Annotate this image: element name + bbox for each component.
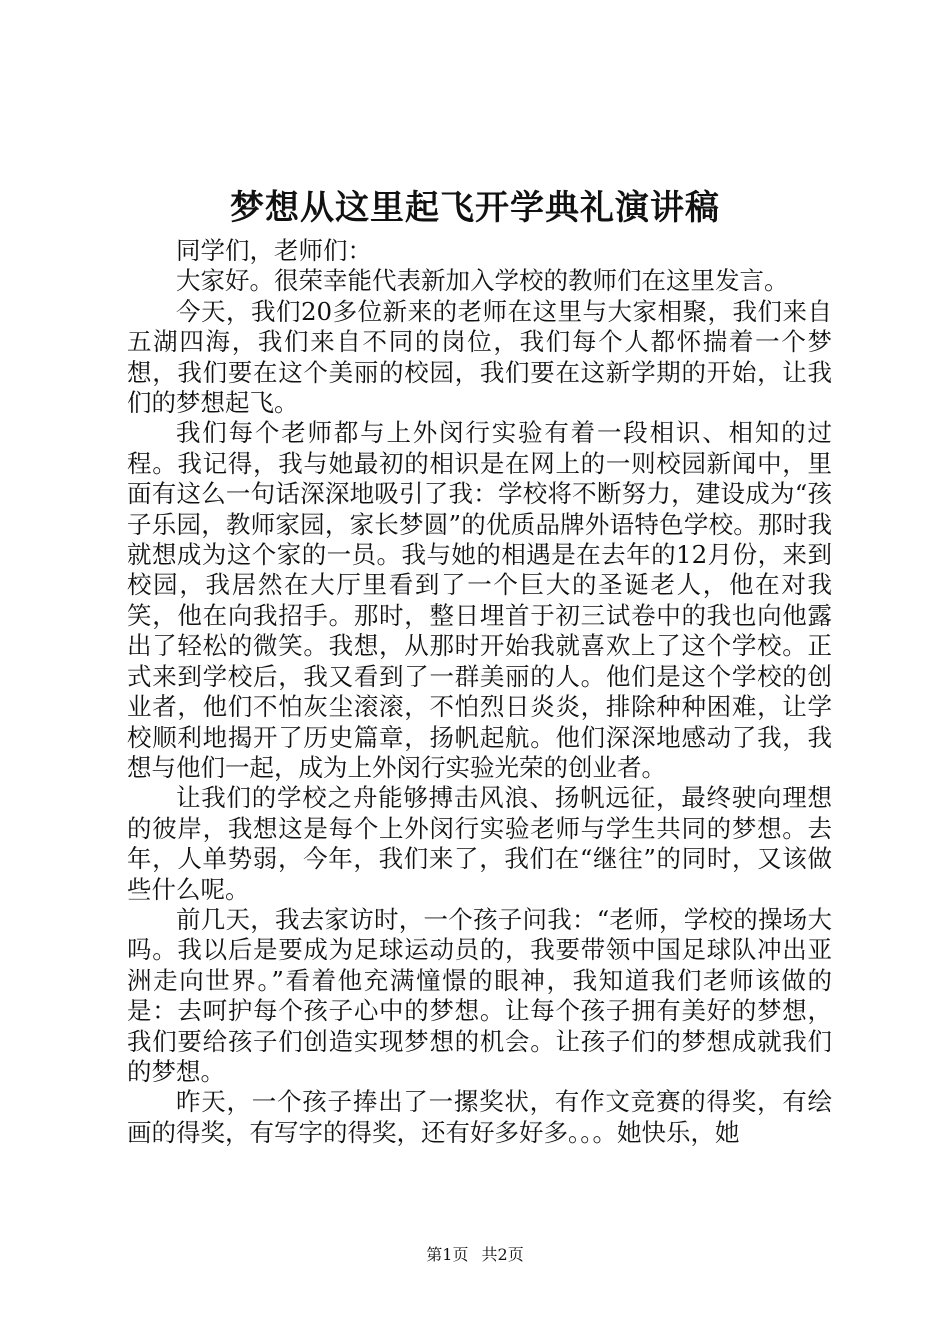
body-paragraph: 昨天，一个孩子捧出了一摞奖状，有作文竞赛的得奖，有绘画的得奖，有写字的得奖，还有好多好多。。。她快乐，她: [127, 1087, 832, 1147]
body-paragraph: 让我们的学校之舟能够搏击风浪、扬帆远征，最终驶向理想的彼岸，我想这是每个上外闵行实验老师与学生共同的梦想。去年，人单势弱，今年，我们来了，我们在“继往”的同时，又该做些什么呢。: [127, 783, 832, 904]
salutation-paragraph: 同学们，老师们：: [176, 236, 372, 265]
page-number: 第1页: [426, 1245, 469, 1264]
body-paragraph: 今天，我们20多位新来的老师在这里与大家相聚，我们来自五湖四海，我们来自不同的岗位，我们每个人都怀揣着一个梦想，我们要在这个美丽的校园，我们要在这新学期的开始，让我们的梦想起飞。: [127, 296, 832, 418]
page-total: 共2页: [481, 1245, 524, 1264]
page-footer: [0, 1243, 950, 1267]
document-title: 梦想从这里起飞开学典礼演讲稿: [230, 188, 720, 228]
document-body: [127, 236, 832, 1148]
greeting-paragraph: 大家好。很荣幸能代表新加入学校的教师们在这里发言。: [176, 266, 789, 296]
body-paragraph: 前几天，我去家访时，一个孩子问我：“老师，学校的操场大吗。我以后是要成为足球运动员的，我要带领中国足球队冲出亚洲走向世界。”看着他充满憧憬的眼神，我知道我们老师该做的是：去呵护每个孩子心中的梦想。让每个孩子拥有美好的梦想，我们要给孩子们创造实现梦想的机会。让孩子们的梦想成就我们的梦想。: [127, 904, 832, 1086]
body-paragraph: 我们每个老师都与上外闵行实验有着一段相识、相知的过程。我记得，我与她最初的相识是在网上的一则校园新闻中，里面有这么一句话深深地吸引了我：学校将不断努力，建设成为“孩子乐园，教师家园，家长梦圆”的优质品牌外语特色学校。那时我就想成为这个家的一员。我与她的相遇是在去年的12月份，来到校园，我居然在大厅里看到了一个巨大的圣诞老人，他在对我笑，他在向我招手。那时，整日埋首于初三试卷中的我也向他露出了轻松的微笑。我想，从那时开始我就喜欢上了这个学校。正式来到学校后，我又看到了一群美丽的人。他们是这个学校的创业者，他们不怕灰尘滚滚，不怕烈日炎炎，排除种种困难，让学校顺利地揭开了历史篇章，扬帆起航。他们深深地感动了我，我想与他们一起，成为上外闵行实验光荣的创业者。: [127, 418, 832, 782]
